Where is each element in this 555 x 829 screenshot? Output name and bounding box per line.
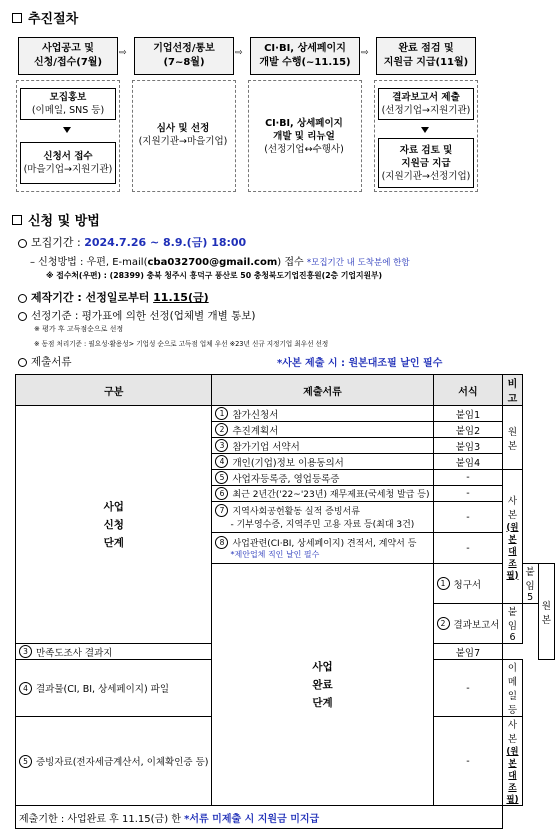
circle-bullet-icon	[18, 312, 27, 321]
number-badge: 6	[215, 487, 228, 500]
sub-detail: (지원기관→마을기업)	[138, 136, 228, 147]
step-1-box	[18, 37, 118, 75]
selection-line	[18, 308, 255, 323]
doc-text: 만족도조사 결과지	[36, 647, 113, 659]
sub-title: 신청서 접수	[43, 151, 93, 162]
step-2-box	[134, 37, 234, 75]
number-badge: 3	[215, 439, 228, 452]
sub-title: 심사 및 선정	[156, 123, 210, 134]
header-form: 서식	[433, 375, 503, 406]
number-badge: 5	[19, 755, 32, 768]
selection-text: 선정기준 : 평가표에 의한 선정(업체별 개별 통보)	[31, 310, 256, 322]
arrow-down-icon	[421, 127, 429, 133]
form-cell: -	[433, 660, 503, 717]
form-cell: -	[433, 502, 503, 533]
remark-copy: 사본	[507, 720, 518, 745]
doc-text: 추진계획서	[232, 425, 279, 437]
checkbox-icon	[12, 215, 22, 225]
step-1-sub-2	[20, 142, 116, 184]
header-remark: 비고	[503, 375, 522, 406]
step-4-label: 완료 점검 및 지원금 지급(11월)	[383, 43, 469, 68]
step-3-sub	[252, 108, 356, 164]
sub-title: 결과보고서 제출	[392, 92, 460, 103]
doc-cell	[16, 644, 212, 660]
section-procedure-title: 추진절차	[12, 8, 78, 27]
number-badge: 1	[215, 407, 228, 420]
number-badge: 3	[19, 645, 32, 658]
remark-cell	[503, 470, 522, 604]
step-2-sub	[136, 110, 230, 160]
form-cell: 붙임3	[433, 438, 503, 454]
period-value: 2024.7.26 ~ 8.9.(금) 18:00	[84, 236, 247, 249]
doc-text: 결과물(CI, BI, 상세페이지) 파일	[36, 684, 170, 695]
sub-title: CI·BI, 상세페이지 개발 및 리뉴얼	[265, 117, 343, 142]
step-3-box	[250, 37, 360, 75]
number-badge: 2	[437, 617, 450, 630]
period-label: 모집기간 :	[31, 236, 85, 249]
doc-text: 사업관련(CI·BI, 상세페이지) 견적서, 계약서 등	[232, 539, 417, 549]
remark-cell: 원본	[538, 564, 554, 660]
sub-detail: (마을기업→지원기관)	[23, 164, 113, 175]
arrow-right-icon: ⇨	[361, 48, 369, 58]
sub-detail: (이메일, SNS 등)	[31, 105, 105, 116]
method-prefix: – 신청방법 : 우편, E-mail(	[30, 257, 148, 268]
doc-text: 참가신청서	[232, 409, 279, 421]
remark-cell: 이메일 등	[503, 660, 522, 717]
checkbox-icon	[12, 13, 22, 23]
sub-detail: (선정기업↔수행사)	[264, 143, 344, 155]
doc-text: 참가기업 서약서	[232, 441, 300, 453]
form-cell: 붙임2	[433, 422, 503, 438]
copy-note: *사본 제출 시 : 원본대조필 날인 필수	[277, 358, 443, 369]
step-4-sub-2	[378, 138, 474, 188]
circle-bullet-icon	[18, 358, 27, 367]
number-badge: 8	[215, 536, 228, 549]
doc-cell	[433, 564, 503, 604]
number-badge: 1	[437, 577, 450, 590]
doc-cell	[212, 438, 433, 454]
step-4-box	[376, 37, 476, 75]
doc-cell	[212, 422, 433, 438]
doc-subtext: *제안업체 직인 날인 필수	[230, 550, 320, 559]
doc-text: 증빙자료(전자세금계산서, 이체확인증 등)	[36, 757, 209, 768]
form-cell: -	[433, 717, 503, 806]
doc-cell	[212, 454, 433, 470]
footer-cell	[16, 806, 503, 829]
remark-copy-sub: (원본대조필)	[506, 747, 519, 805]
step-4-sub-1	[378, 88, 474, 120]
remark-cell: 원본	[503, 406, 522, 470]
step-3-label: CI·BI, 상세페이지 개발 수행(~11.15)	[259, 43, 351, 68]
form-cell: -	[433, 486, 503, 502]
doc-text: 결과보고서	[453, 619, 500, 631]
production-label: 제작기간 : 선정일로부터	[31, 291, 154, 304]
sub-title: 자료 검토 및 지원금 지급	[399, 144, 453, 169]
sub-detail: (선정기업→지원기관)	[381, 105, 471, 116]
form-cell: 붙임6	[503, 604, 522, 644]
circle-bullet-icon	[18, 294, 27, 303]
sub-detail: (지원기관→선정기업)	[381, 170, 471, 182]
note-2: ※ 동점 처리기준 : 필요성·활용성> 기업성 순으로 고득점 업체 우선 ※23년 신규 지정기업 최우선 선정	[34, 340, 329, 348]
number-badge: 7	[215, 504, 228, 517]
table-header-row	[16, 375, 555, 406]
arrow-right-icon: ⇨	[119, 48, 127, 58]
table-row	[16, 406, 555, 422]
email-text: cba032700@gmail.com	[147, 257, 278, 268]
note-1: ※ 평가 후 고득점순으로 선정	[34, 325, 124, 333]
doc-cell	[16, 660, 212, 717]
method-note: *모집기간 내 도착분에 한함	[306, 258, 410, 268]
number-badge: 4	[19, 682, 32, 695]
circle-bullet-icon	[18, 239, 27, 248]
production-value: 11.15(금)	[153, 291, 209, 304]
doc-cell	[212, 470, 433, 486]
docs-line	[18, 354, 72, 369]
step-1-label: 사업공고 및 신청/접수(7월)	[33, 43, 103, 68]
doc-text: 개인(기업)정보 이용동의서	[232, 457, 344, 469]
sub-title: 모집홍보	[49, 92, 87, 103]
doc-cell	[16, 717, 212, 806]
form-cell: -	[433, 470, 503, 486]
method-suffix: ) 접수	[277, 257, 304, 268]
docs-label: 제출서류	[31, 356, 72, 368]
doc-text: 청구서	[453, 579, 482, 591]
doc-cell	[212, 406, 433, 422]
step-2-label: 기업선정/통보 (7~8월)	[153, 43, 215, 68]
doc-cell	[212, 486, 433, 502]
form-cell: 붙임1	[433, 406, 503, 422]
doc-cell	[212, 533, 433, 564]
section-apply-title: 신청 및 방법	[12, 210, 100, 229]
period-line	[18, 234, 246, 250]
step-1-sub-1	[20, 88, 116, 120]
table-footer-row	[16, 806, 555, 829]
doc-text: 지역사회공헌활동 실적 증빙서류	[232, 507, 360, 517]
group-apply-cell: 사업 신청 단계	[16, 406, 212, 644]
form-cell: 붙임5	[522, 564, 538, 604]
number-badge: 5	[215, 471, 228, 484]
header-document: 제출서류	[212, 375, 433, 406]
production-line	[18, 289, 209, 305]
doc-text: 최근 2년간('22~'23년) 재무제표(국세청 발급 등)	[232, 490, 430, 500]
number-badge: 2	[215, 423, 228, 436]
group-complete-cell: 사업 완료 단계	[212, 564, 433, 806]
header-category: 구분	[16, 375, 212, 406]
footer-warning: *서류 미제출 시 지원금 미지급	[184, 813, 320, 825]
address-line: ※ 접수처(우편) : (28399) 충북 청주시 흥덕구 풍산로 50 충청북도기업진흥원(2층 기업지원부)	[46, 271, 383, 280]
doc-text: 사업자등록증, 영업등록증	[232, 473, 340, 485]
doc-cell	[212, 502, 433, 533]
footer-text: 제출기한 : 사업완료 후 11.15(금) 한	[19, 813, 185, 825]
doc-cell	[433, 604, 503, 644]
number-badge: 4	[215, 455, 228, 468]
form-cell: 붙임7	[433, 644, 503, 660]
doc-subtext: - 기부영수증, 지역주민 고용 자료 등(최대 3건)	[230, 520, 415, 530]
method-line	[30, 253, 410, 268]
remark-cell	[503, 717, 522, 806]
arrow-down-icon	[63, 127, 71, 133]
remark-copy-sub: (원본대조필)	[506, 522, 519, 581]
form-cell: 붙임4	[433, 454, 503, 470]
remark-copy: 사본	[507, 495, 518, 521]
form-cell: -	[433, 533, 503, 564]
arrow-right-icon: ⇨	[235, 48, 243, 58]
documents-table	[15, 374, 555, 829]
